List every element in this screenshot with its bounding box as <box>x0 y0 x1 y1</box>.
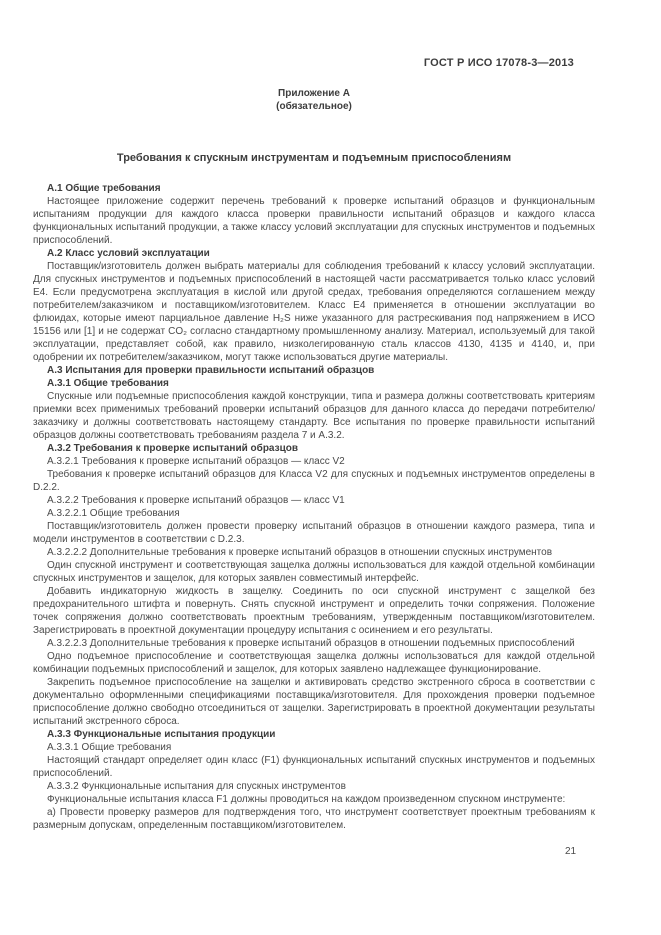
paragraph: Добавить индикаторную жидкость в защелку. Соединить по оси спускной инструмент с защелкой без предохранительного штифта и повернуть. Снять спускной инструмент и определить точки сопряжения. Положение точек сопряжения должно соответствовать проектным требованиям, утвержденным поставщиком/изготовителем. Зарегистрировать в проектной документации процедуру испытания с осинением и его результаты. <box>33 586 595 636</box>
section-heading: А.3.3 Функциональные испытания продукции <box>47 729 276 740</box>
paragraph: Поставщик/изготовитель должен провести проверку испытаний образцов в отношении каждого размера, типа и модели инструментов в соответствии с D.2.3. <box>33 521 595 545</box>
paragraph: Функциональные испытания класса F1 должны проводиться на каждом произведенном спускном инструменте: <box>47 794 566 805</box>
paragraph: Спускные или подъемные приспособления каждой конструкции, типа и размера должны соответствовать критериям приемки всех применимых требований проверки испытаний образцов для данного класса до передачи потребителю/заказчику и должны соответствовать настоящему стандарту. Все испытания по проверке правильности испытаний образцов должны соответствовать требованиям раздела 7 и А.3.2. <box>33 391 595 441</box>
section-heading: А.2 Класс условий эксплуатации <box>47 248 210 259</box>
section-heading: А.3 Испытания для проверки правильности испытаний образцов <box>47 365 375 376</box>
subsection-heading: А.3.3.1 Общие требования <box>47 742 172 753</box>
section-heading: А.3.1 Общие требования <box>47 378 169 389</box>
subsection-heading: А.3.2.1 Требования к проверке испытаний образцов — класс V2 <box>47 456 345 467</box>
subsection-heading: А.3.3.2 Функциональные испытания для спускных инструментов <box>47 781 346 792</box>
document-title: Требования к спускным инструментам и подъемным приспособлениям <box>116 152 512 164</box>
document-code: ГОСТ Р ИСО 17078-3—2013 <box>423 57 574 69</box>
subsection-heading: А.3.2.2.3 Дополнительные требования к проверке испытаний образцов в отношении подъемных приспособлений <box>47 638 575 649</box>
page-content <box>33 57 595 832</box>
paragraph: Закрепить подъемное приспособление на защелки и активировать средство экстренного сброса в соответствии с документально оформленными спецификациями поставщика/изготовителя. Для прохождения проверки подъемное приспособление должно свободно отсоединиться от защелки. Зарегистрировать в проектной документации результаты испытаний экстренного сброса. <box>33 677 595 727</box>
page-number: 21 <box>565 846 577 857</box>
subsection-heading: А.3.2.2.2 Дополнительные требования к проверке испытаний образцов в отношении спускных инструментов <box>47 547 553 558</box>
subsection-heading: А.3.2.2 Требования к проверке испытаний образцов — класс V1 <box>47 495 345 506</box>
paragraph: Один спускной инструмент и соответствующая защелка должны использоваться для каждой отдельной комбинации спускных инструментов и защелок, для которых заявлен совместимый интерфейс. <box>33 560 595 584</box>
paragraph: а) Провести проверку размеров для подтверждения того, что инструмент соответствует проектным требованиям к размерным допускам, определенным поставщиком/изготовителем. <box>33 807 595 831</box>
paragraph: Настоящее приложение содержит перечень требований к проверке испытаний образцов и функциональным испытаниям продукции для каждого класса проверки правильности испытаний образцов и каждого класса функциональных испытаний продукции, а также классу условий эксплуатации для спускных инструментов и подъемных приспособлений. <box>33 196 595 246</box>
appendix-note: (обязательное) <box>276 101 352 112</box>
paragraph: Требования к проверке испытаний образцов для Класса V2 для спускных и подъемных инструментов определены в D.2.2. <box>33 469 595 493</box>
paragraph: Настоящий стандарт определяет один класс (F1) функциональных испытаний спускных инструментов и подъемных приспособлений. <box>33 755 595 779</box>
section-heading: А.3.2 Требования к проверке испытаний образцов <box>47 443 298 454</box>
appendix-label: Приложение А <box>278 88 350 99</box>
subsection-heading: А.3.2.2.1 Общие требования <box>47 508 180 519</box>
section-heading: А.1 Общие требования <box>47 183 161 194</box>
appendix-header <box>33 87 595 113</box>
paragraph: Одно подъемное приспособление и соответствующая защелка должны использоваться для каждой отдельной комбинации подъемных приспособлений и защелок, для которых заявлено надлежащее функционирование. <box>33 651 595 675</box>
paragraph: Поставщик/изготовитель должен выбрать материалы для соблюдения требований к классу условий эксплуатации. Для спускных инструментов и подъемных приспособлений в настоящей части рассматривается только класс условий Е4. Если предусмотрена эксплуатация в кислой или другой средах, требования определяются соглашением между потребителем/заказчиком и поставщиком/изготовителем. Класс Е4 применяется в отношении эксплуатации во флюидах, которые имеют парциальное давление H₂S ниже указанного для растрескивания под напряжением в ИСО 15156 или [1] и не содержат CO₂ согласно стандартному промышленному анализу. Материал, используемый для такой эксплуатации, представляет собой, как правило, низколегированную сталь классов 4130, 4135 и 4140, и, при одобрении их потребителем/заказчиком, могут также использоваться другие материалы. <box>33 261 595 363</box>
